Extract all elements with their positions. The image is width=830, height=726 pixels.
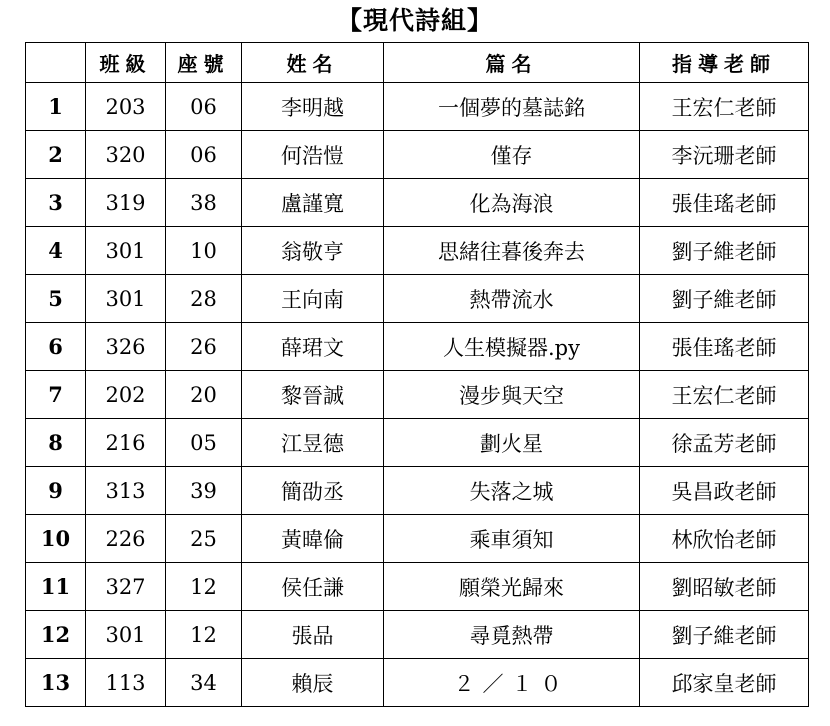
row-number: 12 xyxy=(26,611,86,659)
name-cell: 盧謹寬 xyxy=(242,179,384,227)
name-cell: 李明越 xyxy=(242,83,384,131)
teacher-cell: 王宏仁老師 xyxy=(640,371,809,419)
award-table xyxy=(25,42,809,707)
piece-title-cell: 人生模擬器.py xyxy=(384,323,640,371)
seat-cell: 28 xyxy=(166,275,242,323)
name-cell: 賴辰 xyxy=(242,659,384,707)
teacher-cell: 徐孟芳老師 xyxy=(640,419,809,467)
name-cell: 張品 xyxy=(242,611,384,659)
header-name: 姓名 xyxy=(242,43,384,83)
class-cell: 226 xyxy=(86,515,166,563)
class-cell: 326 xyxy=(86,323,166,371)
name-cell: 侯任謙 xyxy=(242,563,384,611)
name-cell: 翁敬亨 xyxy=(242,227,384,275)
teacher-cell: 張佳瑤老師 xyxy=(640,179,809,227)
class-cell: 301 xyxy=(86,611,166,659)
teacher-cell: 劉子維老師 xyxy=(640,611,809,659)
page-title: 【現代詩組】 xyxy=(336,6,493,35)
piece-title-cell: 願榮光歸來 xyxy=(384,563,640,611)
table-header-row xyxy=(26,43,809,83)
seat-cell: 06 xyxy=(166,131,242,179)
piece-title-cell: 失落之城 xyxy=(384,467,640,515)
class-cell: 113 xyxy=(86,659,166,707)
seat-cell: 25 xyxy=(166,515,242,563)
seat-cell: 05 xyxy=(166,419,242,467)
seat-cell: 39 xyxy=(166,467,242,515)
piece-title-cell: 化為海浪 xyxy=(384,179,640,227)
piece-title-cell: ２／１０ xyxy=(384,659,640,707)
header-class: 班級 xyxy=(86,43,166,83)
header-no xyxy=(26,43,86,83)
teacher-cell: 吳昌政老師 xyxy=(640,467,809,515)
name-cell: 何浩愷 xyxy=(242,131,384,179)
seat-cell: 12 xyxy=(166,611,242,659)
class-cell: 301 xyxy=(86,227,166,275)
table-row xyxy=(26,83,809,131)
seat-cell: 10 xyxy=(166,227,242,275)
teacher-cell: 劉子維老師 xyxy=(640,227,809,275)
header-teacher: 指導老師 xyxy=(640,43,809,83)
row-number: 2 xyxy=(26,131,86,179)
teacher-cell: 邱家皇老師 xyxy=(640,659,809,707)
class-cell: 203 xyxy=(86,83,166,131)
row-number: 9 xyxy=(26,467,86,515)
piece-title-cell: 尋覓熱帶 xyxy=(384,611,640,659)
class-cell: 319 xyxy=(86,179,166,227)
class-cell: 216 xyxy=(86,419,166,467)
table-row xyxy=(26,179,809,227)
table-row xyxy=(26,515,809,563)
teacher-cell: 王宏仁老師 xyxy=(640,83,809,131)
name-cell: 黎晉誠 xyxy=(242,371,384,419)
seat-cell: 34 xyxy=(166,659,242,707)
row-number: 4 xyxy=(26,227,86,275)
name-cell: 江昱德 xyxy=(242,419,384,467)
row-number: 11 xyxy=(26,563,86,611)
table-row xyxy=(26,227,809,275)
class-cell: 320 xyxy=(86,131,166,179)
piece-title-cell: 劃火星 xyxy=(384,419,640,467)
row-number: 13 xyxy=(26,659,86,707)
piece-title-cell: 熱帶流水 xyxy=(384,275,640,323)
piece-title-cell: 僅存 xyxy=(384,131,640,179)
name-cell: 黃暐倫 xyxy=(242,515,384,563)
row-number: 10 xyxy=(26,515,86,563)
table-row xyxy=(26,563,809,611)
header-seat: 座號 xyxy=(166,43,242,83)
row-number: 1 xyxy=(26,83,86,131)
row-number: 7 xyxy=(26,371,86,419)
teacher-cell: 劉子維老師 xyxy=(640,275,809,323)
class-cell: 202 xyxy=(86,371,166,419)
name-cell: 薛珺文 xyxy=(242,323,384,371)
seat-cell: 06 xyxy=(166,83,242,131)
name-cell: 簡劭丞 xyxy=(242,467,384,515)
table-row xyxy=(26,371,809,419)
table-row xyxy=(26,467,809,515)
row-number: 8 xyxy=(26,419,86,467)
table-row xyxy=(26,611,809,659)
header-title: 篇名 xyxy=(384,43,640,83)
row-number: 3 xyxy=(26,179,86,227)
piece-title-cell: 漫步與天空 xyxy=(384,371,640,419)
class-cell: 327 xyxy=(86,563,166,611)
piece-title-cell: 思緒往暮後奔去 xyxy=(384,227,640,275)
teacher-cell: 李沅珊老師 xyxy=(640,131,809,179)
table-row xyxy=(26,275,809,323)
seat-cell: 12 xyxy=(166,563,242,611)
table-row xyxy=(26,659,809,707)
teacher-cell: 張佳瑤老師 xyxy=(640,323,809,371)
class-cell: 301 xyxy=(86,275,166,323)
piece-title-cell: 一個夢的墓誌銘 xyxy=(384,83,640,131)
table-row xyxy=(26,323,809,371)
seat-cell: 20 xyxy=(166,371,242,419)
teacher-cell: 林欣怡老師 xyxy=(640,515,809,563)
row-number: 5 xyxy=(26,275,86,323)
teacher-cell: 劉昭敏老師 xyxy=(640,563,809,611)
row-number: 6 xyxy=(26,323,86,371)
seat-cell: 38 xyxy=(166,179,242,227)
table-row xyxy=(26,131,809,179)
table-row xyxy=(26,419,809,467)
seat-cell: 26 xyxy=(166,323,242,371)
class-cell: 313 xyxy=(86,467,166,515)
piece-title-cell: 乘車須知 xyxy=(384,515,640,563)
name-cell: 王向南 xyxy=(242,275,384,323)
